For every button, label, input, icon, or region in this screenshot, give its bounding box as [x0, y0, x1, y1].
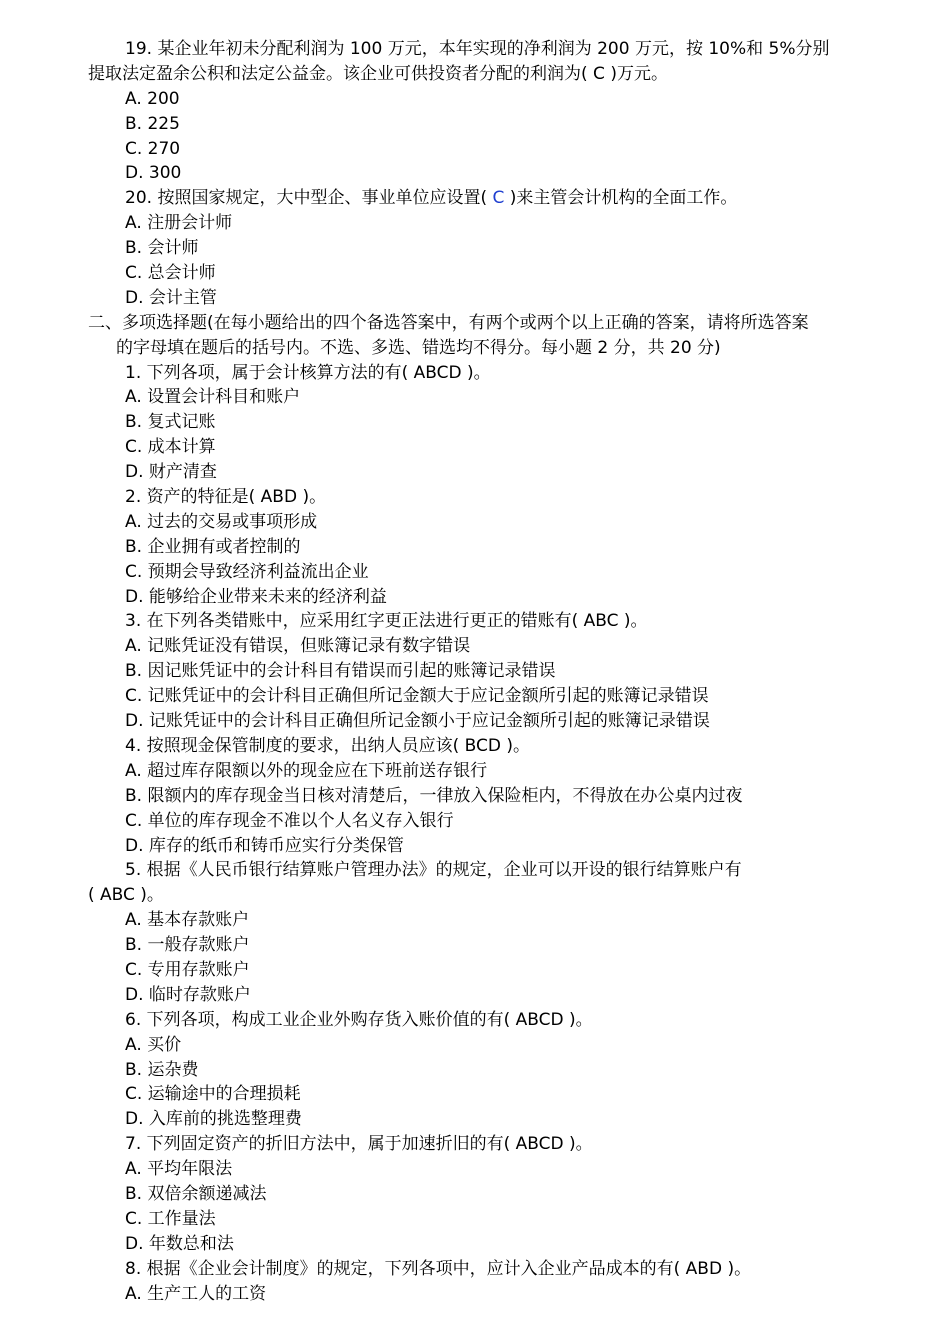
answer-20: C: [492, 188, 505, 209]
option: C. 工作量法: [125, 1208, 216, 1229]
section-heading: 二、多项选择题(在每小题给出的四个备选答案中，有两个或两个以上正确的答案，请将所选答案: [88, 312, 809, 333]
option: D. 入库前的挑选整理费: [125, 1109, 302, 1130]
option: B. 企业拥有或者控制的: [125, 536, 301, 557]
option: B. 因记账凭证中的会计科目有错误而引起的账簿记录错误: [125, 661, 556, 682]
option: B. 运杂费: [125, 1059, 199, 1080]
option: B. 会计师: [125, 238, 199, 259]
option: A. 基本存款账户: [125, 910, 250, 931]
option: D. 财产清查: [125, 462, 217, 483]
option: C. 单位的库存现金不准以个人名义存入银行: [125, 810, 454, 831]
question: 6. 下列各项，构成工业企业外购存货入账价值的有( ABCD )。: [125, 1009, 593, 1030]
option: C. 总会计师: [125, 263, 216, 284]
option: C. 预期会导致经济利益流出企业: [125, 561, 369, 582]
document-page: [0, 37, 950, 1306]
option: A. 设置会计科目和账户: [125, 387, 301, 408]
option: B. 复式记账: [125, 412, 216, 433]
option: B. 225: [125, 113, 180, 134]
question: 1. 下列各项，属于会计核算方法的有( ABCD )。: [125, 362, 491, 383]
option: C. 专用存款账户: [125, 959, 250, 980]
option: C. 270: [125, 138, 181, 159]
option: C. 记账凭证中的会计科目正确但所记金额大于应记金额所引起的账簿记录错误: [125, 686, 709, 707]
option: A. 买价: [125, 1034, 182, 1055]
question-cont: ( ABC )。: [88, 885, 164, 906]
option: A. 过去的交易或事项形成: [125, 511, 318, 532]
question: 4. 按照现金保管制度的要求，出纳人员应该( BCD )。: [125, 735, 531, 756]
option: D. 记账凭证中的会计科目正确但所记金额小于应记金额所引起的账簿记录错误: [125, 711, 710, 732]
option: D. 会计主管: [125, 287, 217, 308]
option: A. 200: [125, 88, 180, 109]
option: B. 限额内的库存现金当日核对清楚后，一律放入保险柜内，不得放在办公桌内过夜: [125, 785, 743, 806]
question: 8. 根据《企业会计制度》的规定，下列各项中，应计入企业产品成本的有( ABD )。: [125, 1258, 752, 1279]
question: 3. 在下列各类错账中，应采用红字更正法进行更正的错账有( ABC )。: [125, 611, 648, 632]
option: A. 超过库存限额以外的现金应在下班前送存银行: [125, 760, 488, 781]
option: C. 成本计算: [125, 437, 216, 458]
option: D. 临时存款账户: [125, 984, 251, 1005]
question-20: 20. 按照国家规定，大中型企、事业单位应设置( C )来主管会计机构的全面工作。: [125, 188, 738, 209]
question: 7. 下列固定资产的折旧方法中，属于加速折旧的有( ABCD )。: [125, 1134, 593, 1155]
option: D. 300: [125, 163, 182, 184]
answer-19: C: [593, 63, 605, 84]
option: B. 双倍余额递减法: [125, 1183, 267, 1204]
section-heading-cont: 的字母填在题后的括号内。不选、多选、错选均不得分。每小题 2 分，共 20 分): [116, 337, 721, 358]
question: 2. 资产的特征是( ABD )。: [125, 487, 327, 508]
option: D. 能够给企业带来未来的经济利益: [125, 586, 387, 607]
option: A. 生产工人的工资: [125, 1283, 267, 1304]
option: A. 记账凭证没有错误，但账簿记录有数字错误: [125, 636, 471, 657]
question-19-line-1: 19. 某企业年初未分配利润为 100 万元，本年实现的净利润为 200 万元，按 10%和 5%分别: [125, 39, 830, 59]
question-19-line-2: 提取法定盈余公积和法定公益金。该企业可供投资者分配的利润为( C )万元。: [88, 63, 668, 84]
option: A. 注册会计师: [125, 213, 233, 234]
option: D. 年数总和法: [125, 1233, 234, 1254]
option: B. 一般存款账户: [125, 935, 250, 956]
option: A. 平均年限法: [125, 1159, 233, 1180]
option: C. 运输途中的合理损耗: [125, 1084, 301, 1105]
option: D. 库存的纸币和铸币应实行分类保管: [125, 835, 404, 856]
question: 5. 根据《人民币银行结算账户管理办法》的规定，企业可以开设的银行结算账户有: [125, 860, 742, 881]
